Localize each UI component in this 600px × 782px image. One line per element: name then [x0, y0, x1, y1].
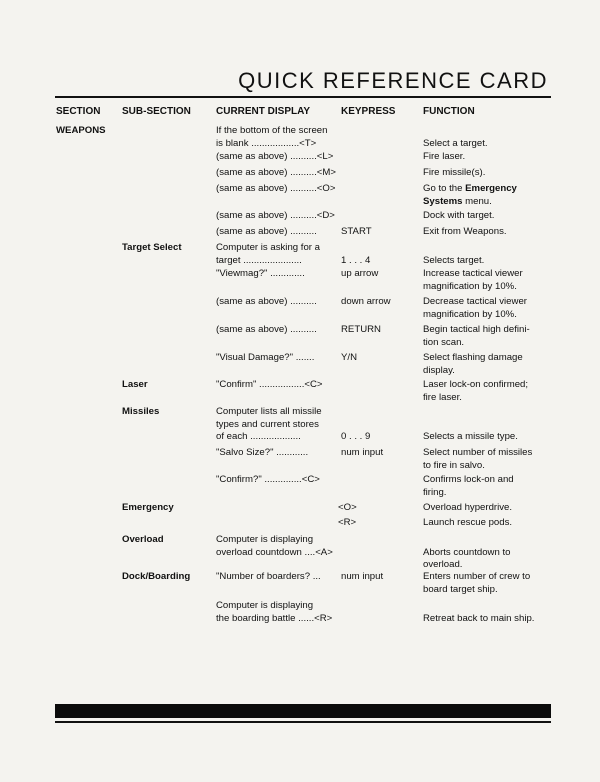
- display-cell-line: Computer lists all missile: [216, 406, 322, 417]
- function-cell-line: firing.: [423, 486, 447, 498]
- function-cell-line: Decrease tactical viewer: [423, 296, 527, 307]
- display-cell: [216, 125, 340, 150]
- keypress-cell: Y/N: [341, 352, 357, 363]
- subsection-cell: Overload: [122, 534, 164, 545]
- function-cell-line: Selects a missile type.: [423, 431, 518, 442]
- display-cell-line: Computer is displaying: [216, 600, 314, 611]
- function-cell-line: magnification by 10%.: [423, 280, 517, 292]
- keypress-cell: RETURN: [341, 324, 381, 335]
- display-cell-line: of each ...................: [216, 431, 301, 442]
- display-cell-line: Computer is asking for a: [216, 242, 320, 253]
- function-cell: [423, 183, 549, 208]
- header-function: FUNCTION: [423, 106, 475, 117]
- display-cell-line: Computer is displaying: [216, 534, 314, 545]
- display-cell-line: (same as above) ..........: [216, 324, 317, 335]
- function-cell: [423, 379, 549, 404]
- display-cell: [216, 379, 340, 392]
- function-cell: [423, 255, 549, 268]
- display-cell-line: types and current stores: [216, 418, 319, 430]
- function-cell-line: tion scan.: [423, 336, 465, 348]
- display-cell-line: "Salvo Size?" ............: [216, 447, 309, 458]
- display-cell: [216, 600, 340, 625]
- keypress-cell: down arrow: [341, 296, 391, 307]
- function-cell: [423, 474, 549, 499]
- keypress-cell: num input: [341, 571, 384, 582]
- header-keypress: KEYPRESS: [341, 106, 396, 117]
- function-cell-line: board target ship.: [423, 583, 498, 595]
- function-cell: [423, 571, 549, 596]
- function-cell-line: Launch rescue pods.: [423, 517, 513, 528]
- display-cell-line: (same as above) ..........: [216, 226, 317, 237]
- display-cell-line: (same as above) ..........<D>: [216, 210, 335, 221]
- keypress-cell: 0 . . . 9: [341, 431, 371, 442]
- subsection-cell: Missiles: [122, 406, 160, 417]
- function-cell-line: Select a target.: [423, 137, 488, 149]
- bottom-bar: [55, 704, 551, 718]
- function-cell-line: Select number of missiles: [423, 447, 533, 458]
- function-cell-line: Begin tactical high defini-: [423, 324, 530, 335]
- keypress-cell: START: [341, 226, 372, 237]
- function-cell: [423, 226, 549, 239]
- display-cell-line: (same as above) ..........: [216, 296, 317, 307]
- function-cell-line: to fire in salvo.: [423, 459, 485, 471]
- display-cell-line: "Viewmag?" .............: [216, 268, 305, 279]
- display-cell: [216, 151, 340, 164]
- display-cell-line: the boarding battle ......<R>: [216, 612, 333, 624]
- display-cell: [216, 167, 340, 180]
- display-cell: [216, 534, 340, 559]
- function-cell-line: Exit from Weapons.: [423, 226, 507, 237]
- display-cell: [216, 183, 340, 196]
- function-cell-line: Confirms lock-on and: [423, 474, 514, 485]
- function-cell: [423, 138, 549, 151]
- display-cell-line: (same as above) ..........<O>: [216, 183, 336, 194]
- function-cell-line: display.: [423, 364, 455, 376]
- display-cell-line: "Confirm?" ..............<C>: [216, 474, 320, 485]
- function-cell: [423, 268, 549, 293]
- display-cell: [216, 226, 340, 239]
- display-cell-line: is blank ..................<T>: [216, 137, 317, 149]
- keypress-cell: up arrow: [341, 268, 379, 279]
- function-cell-line: Fire missile(s).: [423, 167, 486, 178]
- display-cell-line: (same as above) ..........<L>: [216, 151, 334, 162]
- function-cell-line: Fire laser.: [423, 151, 466, 162]
- header-subsection: SUB-SECTION: [122, 106, 191, 117]
- display-cell-line: overload countdown ....<A>: [216, 546, 333, 558]
- function-cell-line: Aborts countdown to: [423, 546, 511, 558]
- display-cell-line: (same as above) ..........<M>: [216, 167, 336, 178]
- display-cell: [216, 352, 340, 365]
- card-title: QUICK REFERENCE CARD: [238, 68, 548, 93]
- display-cell-line: target ......................: [216, 254, 302, 266]
- display-cell: [216, 324, 340, 337]
- emphasis-text: Emergency: [465, 183, 517, 194]
- subsection-cell: Dock/Boarding: [122, 571, 191, 582]
- header-current-display: CURRENT DISPLAY: [216, 106, 311, 117]
- function-cell: [423, 210, 549, 223]
- function-cell: [423, 517, 549, 530]
- function-cell-line: Go to the Emergency: [423, 183, 517, 194]
- function-cell-line: Increase tactical viewer: [423, 268, 523, 279]
- function-cell-line: Selects target.: [423, 254, 485, 266]
- keypress-cell: <O>: [338, 502, 357, 513]
- section-cell: WEAPONS: [56, 125, 106, 136]
- function-cell-line: Enters number of crew to: [423, 571, 531, 582]
- keypress-cell: num input: [341, 447, 384, 458]
- function-cell: [423, 167, 549, 180]
- function-cell-line: Select flashing damage: [423, 352, 523, 363]
- display-cell: [216, 268, 340, 281]
- keypress-cell: <R>: [338, 517, 357, 528]
- display-cell-line: "Visual Damage?" .......: [216, 352, 315, 363]
- bottom-rule: [55, 721, 551, 723]
- display-cell: [216, 406, 340, 444]
- display-cell-line: "Number of boarders? ...: [216, 571, 321, 582]
- display-cell: [216, 296, 340, 309]
- subsection-cell: Emergency: [122, 502, 174, 513]
- function-cell-line: Retreat back to main ship.: [423, 612, 535, 624]
- display-cell: [216, 210, 340, 223]
- display-cell: [216, 571, 340, 584]
- subsection-cell: Laser: [122, 379, 148, 390]
- function-cell-line: Dock with target.: [423, 210, 495, 221]
- subsection-cell: Target Select: [122, 242, 182, 253]
- header-section: SECTION: [56, 106, 101, 117]
- display-cell: [216, 242, 340, 267]
- display-cell: [216, 474, 340, 487]
- function-cell: [423, 296, 549, 321]
- display-cell-line: "Confirm" .................<C>: [216, 379, 323, 390]
- function-cell: [423, 613, 549, 626]
- function-cell-line: Laser lock-on confirmed;: [423, 379, 529, 390]
- function-cell-line: fire laser.: [423, 391, 462, 403]
- display-cell-line: If the bottom of the screen: [216, 125, 328, 136]
- function-cell-line: magnification by 10%.: [423, 308, 517, 320]
- function-cell-line: Systems menu.: [423, 195, 492, 207]
- function-cell: [423, 547, 549, 572]
- function-cell: [423, 324, 549, 349]
- function-cell: [423, 151, 549, 164]
- function-cell: [423, 431, 549, 444]
- function-cell-line: overload.: [423, 559, 463, 570]
- keypress-cell: 1 . . . 4: [341, 254, 371, 266]
- function-cell: [423, 447, 549, 472]
- function-cell: [423, 502, 549, 515]
- emphasis-text: Systems: [423, 195, 463, 207]
- display-cell: [216, 447, 340, 460]
- function-cell-line: Overload hyperdrive.: [423, 502, 513, 513]
- function-cell: [423, 352, 549, 377]
